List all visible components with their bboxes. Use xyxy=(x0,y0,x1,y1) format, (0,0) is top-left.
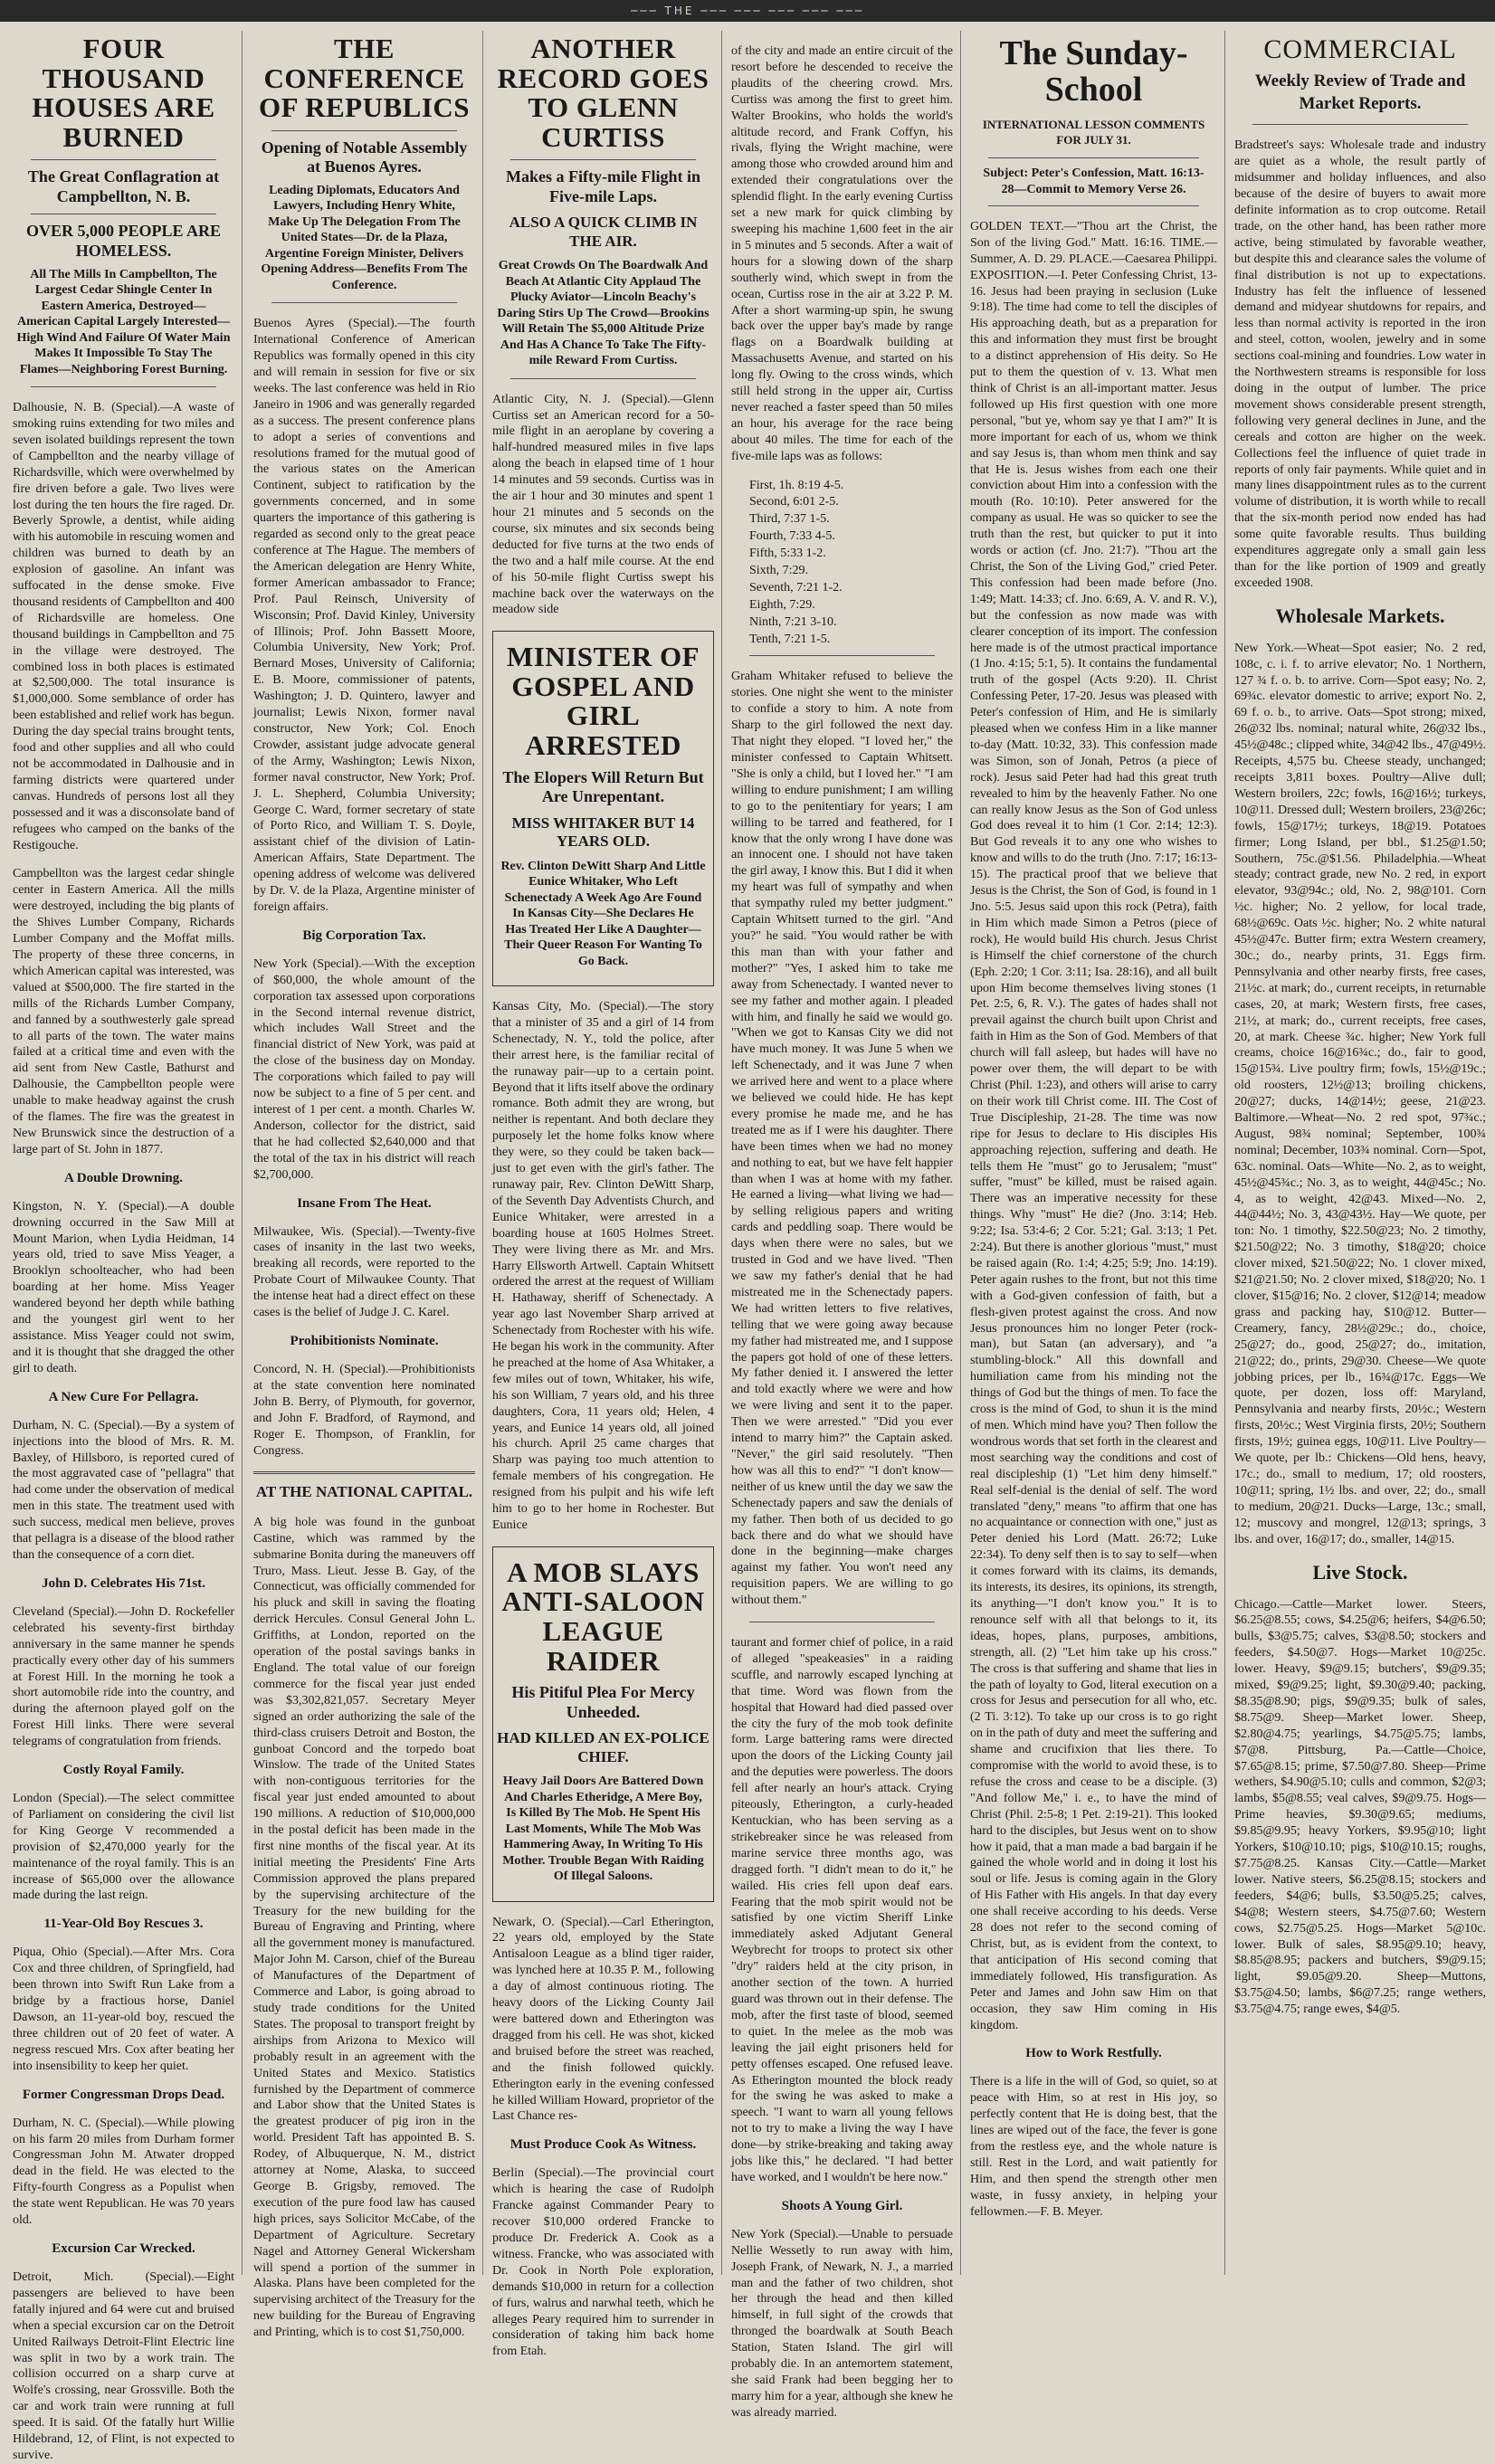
headline-minister-arrested: MINISTER OF GOSPEL AND GIRL ARRESTED xyxy=(506,641,700,761)
commercial-subtitle: Weekly Review of Trade and Market Reports. xyxy=(1254,71,1466,113)
divider xyxy=(31,386,216,387)
lap-time: Sixth, 7:29. xyxy=(749,564,808,578)
summary-conference: Leading Diplomats, Educators And Lawyers, Including Henry White, Make Up The Delegation From The United States—Dr. de la Plaza, Argentine Foreign Minister, Delivers Opening Address—Benefits From The Conference. xyxy=(261,183,468,292)
live-stock-markets: Chicago.—Cattle—Market lower. Steers, $6.25@8.55; cows, $4.25@6; heifers, $4@6.50; bulls, $3@5.75; calves, $3@8.50; stockers and feeders, $4.50@7. Hogs—Market 10@25c. lower. Heavy, $9@9.15; butchers', $9@9.35; mixed, $9@9.25; light, $9.30@9.40; packing, $8.35@8.90; pigs, $9@9.35; bulk of sales, $8.75@9. Sheep—Market lower. Sheep, $2.80@4.75; yearlings, $4.75@5.75; lambs, $7@8. Pittsburg, Pa.—Cattle—Choice, $7.65@8.15; prime, $7.50@7.80. Sheep—Prime wethers, $4.90@5.10; culls and common, $2@3; lambs, $5@8.55; veal calves, $9@9.75. Hogs—Prime heavies, $9.30@9.65; mediums, $9.85@9.95; heavy Yorkers, $9.95@10; light Yorkers, $10@10.10; pigs, $10@10.15; roughs, $7.75@8.25. Kansas City.—Cattle—Market lower. Native steers, $6.25@8.15; stockers and feeders, $4@6; bulls, $3.50@5.25; calves, $4@8; Western steers, $4.75@7.60; Western cows, $2.75@5.25. Hogs—Market 5@10c. lower. Bulk of sales, $8.95@9.10; heavy, $8.85@8.95; packers and butchers, $9@9.15; light, $9.05@9.20. Sheep—Muttons, $3.75@4.50; lambs, $6@7.25; range wethers, $3.75@4.75; range ewes, $4@5. xyxy=(1234,1597,1486,2017)
heading-congressman: Former Congressman Drops Dead. xyxy=(22,2087,225,2102)
divider xyxy=(271,302,457,303)
story-elopers: Kansas City, Mo. (Special).—The story that a minister of 35 and a girl of 14 from Schenectady, N. Y., told the police, after their arrest here, is the familiar recital of the runaway pair—up to a certain point. Beyond that it lifts itself above the ordinary romance. Both admit they are wrong, but neither is repentant. And both declare they purposely let the home folks know where they were, so they could be taken back—just to get even with the girl's father. The runaway pair, Rev. Clinton DeWitt Sharp, of the Seventh Day Adventists Church, and Eunice Whitaker, were arrested in a boarding house at 1605 Holmes Street. They were living there as Mr. and Mrs. Harry Ellsworth Artwell. Captain Whitsett ordered the arrest at the request of William H. Hathaway, sheriff of Schenectady. A year ago last November Sharp arrived at Schenectady from Rochester with his wife. He began his work in the community. After he preached at the home of Asa Whitaker, a few miles out of town, Whitaker, his wife, his son William, 7 years old, and his three daughters, Cora, 11 years old; Helen, 4 years, and Eunice 14 years old, all joined his church. April 25 came charges that Sharp was paying too much attention to female members of his congregation. He resigned from his pulpit and his wife left him to go to her home in Rochester. But Eunice xyxy=(492,1000,714,1532)
divider xyxy=(510,159,696,160)
heading-corporation-tax: Big Corporation Tax. xyxy=(302,928,426,943)
summary-curtiss: Great Crowds On The Boardwalk And Beach At Atlantic City Applaud The Plucky Aviator—Lincoln Beachy's Daring Stirs Up The Crowd—Brookins Will Retain The $5,000 Altitude Prize And Has A Chance To Take The Fifty-mile Reward From Curtiss. xyxy=(497,259,709,368)
column-sunday-school xyxy=(963,31,1225,2275)
story-fire-cont: Campbellton was the largest cedar shingle center in Eastern America. All the mills were destroyed, including the big plants of the Shives Lumber Company, Richards Lumber Company and the Moffat mills. The property of these three concerns, in which American capital was interested, was valued at $500,000. The fire started in the mills of the Richards Lumber Company, and fanned by a southwesterly gale spread to all parts of the town. The water mains failed at a critical time and even with the aid sent from New Castle, Bathurst and Dalhousie, the Campbellton people were unable to make headway against the crush of the flames. The fire was the greatest in New Brunswick since the destruction of a large part of St. John in 1877. xyxy=(13,867,234,1156)
headline-houses-burned: FOUR THOUSAND HOUSES ARE BURNED xyxy=(32,33,215,153)
story-conference: Buenos Ayres (Special).—The fourth International Conference of American Republics was formally opened in this city and will remain in session for five or six weeks. The last conference was held in Rio Janeiro in 1906 and was generally regarded as a success. The present conference plans to adopt a series of conventions and resolutions framed for the mutual good of the various states on the American Continent, subject to ratification by the governments concerned, and in some quarters the importance of this gathering is regarded as second only to the great peace conference at The Hague. The members of the American delegation are Henry White, former American ambassador to France; Prof. Paul Reinsch, University of Wisconsin; Prof. David Kinley, University of Illinois; Prof. John Bassett Moore, Columbia University, New York; Prof. Bernard Moses, University of California; E. B. Moore, commissioner of patents, Washington; J. D. Quintero, lawyer and journalist; Lewis Nixon, former naval constructor, New York; Col. Enoch Crowder, assistant judge advocate general of the Army, Washington; Lewis Nixon, former naval constructor, New York; Prof. J. L. Shepherd, Columbia University; George C. Ward, former secretary of state of Porto Rico, and William T. S. Doyle, assistant chief of the division of Latin-American Affairs, State Department. The opening address of welcome was delivered by Dr. V. de la Plaza, Argentine minister of foreign affairs. xyxy=(253,317,475,914)
divider xyxy=(271,130,457,131)
heading-insane-heat: Insane From The Heat. xyxy=(297,1195,432,1211)
story-national-capital: A big hole was found in the gunboat Castine, which was rammed by the submarine Bonita during the maneuvers off Truro, Mass. Lieut. Jesse B. Gay, of the Connecticut, was officially commended for his pluck and skill in saving the floating derrick Hercules. Consul General John L. Griffiths, at London, reported on the operation of the postal savings banks in England. The total value of our foreign commerce for the fiscal year just ended was $3,302,821,057. Secretary Meyer signed an order authorizing the sale of the third-class cruisers Detroit and Boston, the gunboat Concord and the torpedo boat Winslow. The trade of the United States with non-contiguous territories for the fiscal year just ended amounted to about 190 millions. A reduction of $10,000,000 in the postal deficit has been made in the first nine months of the fiscal year. At its initial meeting the Presidents' Fine Arts Commission approved the plans prepared by the supervising architecture of the Treasury for the new building for the Bureau of Engraving and Printing, where all the government money is manufactured. Major John M. Carson, chief of the Bureau of Manufactures of the Department of Commerce and Labor, is going abroad to study trade conditions for the United States. The proposal to transport freight by airships from Arizona to Mexico will probably result in an agreement with the United States and Mexico. Statistics furnished by the Department of commerce and Labor show that the United States is the greatest producer of pig iron in the world. President Taft has appointed B. S. Rodey, of Albuquerque, N. M., district attorney at Nome, Alaska, to succeed George B. Grigsby, removed. The execution of the pure food law has caused high prices, says Solicitor McCabe, of the Department of Agriculture. Secretary Nagel and Attorney General Wickersham will spend a portion of the summer in Alaska. Plans have been completed for the supervising architect of the Treasury for the new building for the Bureau of Engraving and Printing, which is to cost $1,750,000. xyxy=(253,1515,475,2340)
story-elopers-cont: Graham Whitaker refused to believe the stories. One night she went to the minister to confide a story to him. A note from Sharp to the girl followed the next day. That night they eloped. "I loved her," the minister confessed to Captain Whitsett. "She is only a child, but I loved her." "I am willing to endure punishment; I am willing to go to the penitentiary for years; I am willing to be tarred and feathered, for I know that the only wrong I have done was an innocent one. I should not have taken the girl away, I know this. But I did it when my heart was full of sympathy and when that sympathy ruled my better judgment." Captain Whitsett turned to the girl. "And you?" he said. "You would rather be with this man than with your father and mother?" "Yes, I asked him to take me away from Schenectady. I wanted never to see my father and mother again. I pleaded with him, and finally he said we would go. "When we got to Kansas City we did not have much money. It was June 5 when we left Schenectady, and it was June 7 when we arrived here and went to a place where we believed we could hide. He has kept every promise he made me, and he has treated me as if I were his daughter. There have been times when we had no money and nothing to eat, but we have felt happier than when I was at home with my father. He earned a living—what living we had—by selling religious papers and writing cards and peddling soap. There would be days when there were no sales, but we trusted in God and we have lived. "Then we saw my father's denial that he had mistreated me in the Schenectady papers. We had written letters to five relatives, telling that we were going away because my father had mistreated me, and I suppose the papers got hold of one of these letters. My father denied it. I answered the letter and told exactly where we were and how we were living and sent it to the paper. Then we were arrested." "Did you ever intend to marry him?" the Captain asked. "Never," the girl said resolutely. "Then how was all this to end?" "I don't know—neither of us knew until the day we saw the Schenectady papers and saw the denials of my father. Then both of us decided to go back there and do what we should have done in the beginning—make charges against my father. You won't need any requisition papers. We are willing to go without them." xyxy=(731,670,953,1608)
heading-live-stock: Live Stock. xyxy=(1312,1560,1408,1584)
box-mob-slays xyxy=(492,1546,714,1902)
subhead-curtiss: Makes a Fifty-mile Flight in Five-mile Laps. xyxy=(506,167,700,205)
lap-time: Seventh, 7:21 1-2. xyxy=(749,580,843,595)
lesson-text: GOLDEN TEXT.—"Thou art the Christ, the Son of the living God." Matt. 16:16. TIME.—Summer, A. D. 29. PLACE.—Caesarea Philippi. EXPOSITION.—I. Peter Confessing Christ, 13-16. Jesus had been praying in seclusion (Luke 9:18). The time had come to tell the disciples of His approaching death, but as a preparation for this and information they must first be brought to a distinct apprehension of His deity. So He put to them the question of v. 13. What men think of Christ is an all-important matter. Jesus followed up His first question with one more personal, "but ye, whom say ye that I am?" It is more important for each of us, whom we think and say Jesus is, than whom men think and say that He is. Jesus wishes from each one their conviction about Him into a confession with the mouth (Ro. 10:10). Peter answered for the company as usual. He was so quicker to see the truth than the rest, but quicker to put it into words or action (cf. Jno. 21:7). "Thou art the Christ, the Son of the Living God," cried Peter. This confession had been made before (Jno. 1:49; Matt. 14:33; cf. Jno. 6:69, A. V. and R. V.), but the confession as now made was with clearer conception of its import. The confession here made is of the utmost practical importance (1 Jno. 4:15; 5:1, 5). It contains the fundamental truth of the gospel (Acts 9:20). II. Christ Confessing Peter, 17-20. Jesus was pleased with Peter's confession of Him, and He is similarly pleased when we confess Him in a like manner to-day (Matt. 10:32, 33). This confession made was Simon, son of Jonah, Petros (a piece of rock). Jesus said Peter had had this great truth revealed to him by the heavenly Father. No one can really know Jesus as the Son of God unless God does reveal it to him (1 Cor. 2:14; 12:3). But God reveals it to any one who wishes to know and wills to do the truth (Jno. 7:17; 16:13-15). The practical proof that we believe that Jesus is the Christ, the Son of God, is found in 1 Jno. 5:5. Jesus said upon this rock (Petra), faith in Him which made Simon a Petros (piece of rock), He would build His church. Jesus Christ is Himself the chief cornerstone of the church (Eph. 2:20; 1 Cor. 3:11; Isa. 28:16), and all built upon Him become themselves living stones (1 Pet. 2:5, 6, R. V.). The gates of hades shall not prevail against the church built upon Christ and faith in Him as the Son of God. Members of that church will fall asleep, but hades will have no power over them, the will depart to be with Christ (Phil. 1:23), and others will arise to carry on their work till Christ come. III. The Cost of True Discipleship, 21-28. The time was now ripe for Jesus to declare to His disciples His approaching rejection, suffering and death. He tells them He "must" go to Jerusalem; "must" suffer, "must" be killed, must be raised again. There was an imperative necessity for these things. Why "must" He die? (Jno. 3:14; Heb. 9:22; Isa. 53:4-6; 2 Cor. 5:21; Gal. 3:13; 1 Pet. 2:24). But there is another glorious "must," must be raised again (Ro. 1:4; 4:25; 5:9; Jno. 14:19). Peter again rushes to the front, but not this time with a God-given confession of faith, but a flesh-given protest against the cross. And now Jesus pronounces him no longer Peter (rock-man), but Satan (an adversary), and "a stumbling-block." All this downfall and humiliation came from his minding not the things of God but the things of men. To face the cross is the mind of God, to shun it is the mind of men. Which mind have you? Then follow the wondrous words that set forth in the clearest and most searching way the conditions and cost of real discipleship (1) "Let him deny himself." Real self-denial is the denial of self. The word translated "deny," means "to affirm that one has no acquaintance or connection with one," just as Peter denied his Lord (Matt. 26:72; Luke 22:34). To deny self then is to say to self—when it comes forward with its claims, its demands, its interests, its desires, its opinions, its strength, its anything—"I don't know you." It is to renounce self with all that belongs to it, its ideas, hopes, plans, purposes, ambitions, strength, all. (2) "Let him take up his cross." The cross is that suffering and shame that lies in the path of loyalty to God, literal execution on a cross for Jesus and persecution for all who, etc. (2 Ti. 3:12). To take up our cross is to go right on in the path of duty and meet the suffering and shame and crucifixion that lies there. To compromise with the world to avoid these, is to refuse the cross and cease to be a disciple. (3) "And follow Me," i. e., to have the mind of Christ (Phil. 2:5-8; 1 Pet. 2:19-21). This looked hard to the disciples, but Jesus went on to show how it paid, that a man made a bad bargain if he gained the whole world and in doing it lost his soul or life. Jesus is coming again in the Glory of His Father with His angels. In that day every one shall receive according to his deeds. Verse 28 does not refer to the second coming of Christ, but, as is evident from the context, to that anticipation of His second coming that immediately followed, His transfiguration. As Peter and James and John saw Him on that occasion, they saw Him coming in His kingdom. xyxy=(970,219,1217,2032)
story-car-wrecked: Detroit, Mich. (Special).—Eight passengers are believed to have been fatally injured and 64 were cut and bruised when a special excursion car on the Detroit United Railways Detroit-Flint Electric line was split in two by a work train. The collision occurred on a sharp curve at Wolfe's crossing, near Grossville. Both the car and work train were running at full speed. It is said. Of the fatally hurt Willie Hildebrand, 12, of Flint, is not expected to survive. xyxy=(13,2269,234,2462)
deck-police-chief: HAD KILLED AN EX-POLICE CHIEF. xyxy=(497,1729,709,1765)
wholesale-markets: New York.—Wheat—Spot easier; No. 2 red, 108c, c. i. f. to arrive elevator; No. 1 Northern, 127 ¾ f. o. b. to arrive. Corn—Spot easy; No. 2, 69¾c. elevator domestic to arrive; export No. 2, 69 f. o. b., to arrive. Oats—Spot strong; mixed, 26@32 lbs. nominal; natural white, 26@32 lbs., 45½@48c.; clipped white, 34@42 lbs., 47@49½. Receipts, 4,575 bu. Cheese steady, unchanged; receipts 3,811 boxes. Poultry—Alive dull; Western broilers, 22c; fowls, 16@16½; turkeys, 10@11. Dressed dull; Western broilers, 23@26c; fowls, 15@17½; turkeys, 18@19. Potatoes firmer; Long Island, per bbl., $1.25@1.50; Southern, 75c.@$1.56. Philadelphia.—Wheat steady; contract grade, new No. 2 red, in export elevator, 93@94c.; old, No. 2, 98@101. Corn ½c. higher; No. 2 yellow, for local trade, 68½@69c. Oats ½c. higher; No. 2 white natural 45½@47c. Butter firm; extra Western creamery, 30c.; do., nearby prints, 31. Eggs firm. Pennsylvania and other nearby firsts, free cases, 21½c. at mark; do., current receipts, in returnable cases, 20, at mark; Western firsts, free cases, 21½, at mark; do., current receipts, free cases, 20, at mark. Cheese ¾c. higher; New York full creams, choice 16@16¾c.; do., fair to good, 15@15¾. Live poultry firm; fowls, 15½@19c.; old roosters, 12½@13; broiling chickens, 20@27; ducks, 14@14½; geese, 21@23. Baltimore.—Wheat—No. 2 red spot, 97¾c.; August, 98¾ nominal; September, 100¾ nominal; December, 103¾ nominal. Corn—Spot, 63c. nominal. Oats—White—No. 2, as to weight, 45½@45¾c.; No. 3, as to weight, 44@45c.; No. 4, as to weight, 42@43. Mixed—No. 2, 44@44½; No. 3, 43@43½. Hay—We quote, per ton: No. 1 timothy, $22.50@23; No. 2 timothy, $21.50@22; No. 3 timothy, $18@20; choice clover mixed, $21.50@22; No. 1 clover mixed, $21@21.50; No. 2 clover mixed, $18@20; No. 1 clover, $15@16; No. 2 clover, $12@14; meadow grass and packing hay, $10@12. Butter—Creamery, fancy, 28½@29c.; do., choice, 25@27; do., good, 25@27; do., imitation, 21@22; do., prints, 29@30. Cheese—We quote jobbing prices, per lb., 16¾@17c. Eggs—We quote, per dozen, loss off: Maryland, Pennsylvania and nearby firsts, 20½c.; Western firsts, 20½c.; West Virginia firsts, 20½; Southern firsts, 19½; guinea eggs, 10@11. Live Poultry—We quote, per lb.: Chickens—Old hens, heavy, 17c.; do., small to medium, 17; old roosters, 10@11; spring, 1½ lbs. and over, 22; do., small to medium, 20@21. Ducks—Large, 13c.; small, 12; muscovy and mongrel, 12@13; springs, 3 lbs. and over, 16@17; do., smaller, 14@15. xyxy=(1234,641,1486,1546)
story-insane-heat: Milwaukee, Wis. (Special).—Twenty-five cases of insanity in the last two weeks, breaking all records, were reported to the Probate Court of Milwaukee County. That the intense heat had a direct effect on these cases is the belief of Judge J. C. Karel. xyxy=(253,1224,475,1320)
box-minister-arrested xyxy=(492,631,714,986)
summary-elopers: Rev. Clinton DeWitt Sharp And Little Eunice Whitaker, Who Left Schenectady A Week Ago Are Found In Kansas City—She Declares He Has Treated Her Like A Daughter—Their Queer Reason For Wanting To Go Back. xyxy=(500,859,706,968)
heading-work-restfully: How to Work Restfully. xyxy=(1025,2046,1162,2061)
story-cook-witness: Berlin (Special).—The provincial court which is hearing the case of Rudolph Francke against Commander Peary to recover $10,000 ordered Francke to produce Dr. Frederick A. Cook as a witness. Francke, who was associated with Dr. Cook in North Pole exploration, demands $10,000 in return for a collection of furs, walrus and narwhal teeth, which he alleges Peary required him to surrender in consideration of taking him back home from Etah. xyxy=(492,2166,714,2359)
subhead-mob-plea: His Pitiful Plea For Mercy Unheeded. xyxy=(511,1683,695,1721)
divider xyxy=(749,655,935,656)
lap-time: Fourth, 7:33 4-5. xyxy=(749,529,835,544)
lap-time: Ninth, 7:21 3-10. xyxy=(749,614,837,629)
column-conference xyxy=(246,31,483,2340)
lesson-heading: INTERNATIONAL LESSON COMMENTS FOR JULY 31. xyxy=(982,117,1205,147)
story-curtiss-cont: of the city and made an entire circuit of the resort before he descended to receive the plaudits of the cheering crowd. Mrs. Curtiss was among the first to greet him. Walter Brookins, who holds the world's altitude record, and Frank Coffyn, his rivals, flying the Wright machine, were among those who crowded around him and extended their congratulations over the splendid flight. In the early evening Curtiss set a new mark for quick climbing by sweeping his machine 1,600 feet in the air in 5 minutes and 5 seconds. After a wait of hours for a slowing down of the sharp southerly wind, which swept in from the ocean, Curtiss rose in the air at 3.22 P. M. After a short warming-up spin, he swung back over the upper bay's made by range flags on a Boardwalk building at Massachusetts Avenue, and started on his long fly. Owing to the cross winds, which still held strong in the upper air, Curtiss never reached a faster speed than 50 miles an hour, his average for the race being about 40 miles. The time for each of the five-mile laps was as follows: xyxy=(731,44,953,463)
heading-rockefeller: John D. Celebrates His 71st. xyxy=(42,1575,205,1591)
masthead-strip: ─── THE ─── ─── ─── ─── ─── xyxy=(0,0,1495,22)
story-royal-family: London (Special).—The select committee of Parliament on considering the civil list for King George V recommended a provision of $2,470,000 yearly for the maintenance of the royal family. This is an increase of $65,000 over the allowance made during the last reign. xyxy=(13,1792,234,1903)
lap-time: First, 1h. 8:19 4-5. xyxy=(749,478,844,492)
column-continuations xyxy=(724,31,961,2420)
story-mob-cont: taurant and former chief of police, in a raid of alleged "speakeasies" in a raiding scuffle, and narrowly escaped lynching at that time. Word was flown from the hospital that Howard had died passed over the city the fury of the mob took definite form. Large battering rams were directed upon the doors of the Licking County jail and the deputies were powerless. The doors fell after nearly an hour's attack. Crying piteously, Etherington, a curly-headed Kentuckian, who has been serving as a strikebreaker since he was released from marine service three months ago, was dragged forth. "I didn't mean to do it," he wailed. His cries fell upon deaf ears. Fearing that the mob spirit would not be satisfied by one victim Sheriff Linke immediately asked Adjutant General Weybrecht for troops to protect six other "dry" raiders held at the city prison, in another section of the town. A hurried guard was thrown out in their defense. The mob, after the first taste of blood, seemed to quiet. In the melee as the mob was leaving the jail eight prisoners held for petty offenses escaped. One refused leave. As Etherington mounted the block ready for the swing he was asked to make a speech. "I want to warn all young fellows not to try to make a living the way I have done—by strike-breaking and taking away jobs like this," he declared. "I had better have worked, and I wouldn't be here now." xyxy=(731,1636,953,2184)
divider xyxy=(988,157,1199,158)
trade-review: Bradstreet's says: Wholesale trade and industry are quiet as a whole, the result partly of midsummer and holiday influences, and also because of the desire of buyers to await more definite information as to crop outcome. Retail trade, on the other hand, has been rather more active, being stimulated by favorable weather, but despite this and clearance sales the volume of final distribution is not up to expectations. Industry has felt the influence of lessened demand and midyear shutdowns for repairs, and less than normal activity is reported in the iron and steel, cotton, woolen, jewelry and in some sections coal-mining and foundries. Low water in the Northwestern streams is responsible for loss doing in the output of lumber. The price movement shows considerable present strength, following very general declines in June, and the cereals and cotton are higher on the week. Collections feel the influence of quiet trade in reports of only fair payments. While quiet and in many lines disappointment rules as to the current volume of distribution, it is worth while to recall that the six-month period now ended has had some quite favorable results. Thus building expenditures aggregate only a small gain less than for the like portion of 1909 and greatly exceeded 1908. xyxy=(1234,138,1486,590)
story-congressman: Durham, N. C. (Special).—While plowing on his farm 20 miles from Durham former Congressman John M. Atwater dropped dead in the field. He was elected to the Fifty-fourth Congress as a Populist when the state went Republican. He was 70 years old. xyxy=(13,2116,234,2228)
story-boy-rescues: Piqua, Ohio (Special).—After Mrs. Cora Cox and three children, of Springfield, had been thrown into Swift Run Lake from a bridge by a fractious horse, Daniel Dawson, an 11-year-old boy, rescued the three children out of 20 feet of water. A negress rescued Mrs. Cox after beating her into insensibility to keep her quiet. xyxy=(13,1946,234,2073)
story-work-restfully: There is a life in the will of God, so quiet, so at peace with Him, so at rest in His joy, so perfectly content that He is doing best, that the lines are wiped out of the face, the fever is gone from the restless eye, and the whole nature is still. Rest in the Lord, and wait patiently for Him, and then spend the strength other men waste, in fussy anxiety, in helping your fellowmen.—F. B. Meyer. xyxy=(970,2075,1217,2219)
subhead-conference: Opening of Notable Assembly at Buenos Ayres. xyxy=(261,138,468,176)
summary-fire: All The Mills In Campbellton, The Largest Cedar Shingle Center In Eastern America, Destroyed—American Capital Largely Interested—High Wind And Failure Of Water Main Makes It Impossible To Stay The Flames—Neighboring Forest Burning. xyxy=(16,267,231,376)
double-divider xyxy=(253,1471,475,1474)
story-mob: Newark, O. (Special).—Carl Etherington, 22 years old, employed by the State Antisaloon League as a blind tiger raider, was lynched here at 10.35 P. M., following a day of almost continuous rioting. The heavy doors of the Licking County Jail were battered down and Etherington was dragged from his cell. He was shot, kicked and bruised before the street was reached, and the finish followed quickly. Etherington early in the evening confessed he killed William Howard, proprietor of the Last Chance res- xyxy=(492,1915,714,2124)
deck-curtiss: ALSO A QUICK CLIMB IN THE AIR. xyxy=(509,214,698,250)
commercial-title: COMMERCIAL xyxy=(1263,34,1457,64)
story-shoots-girl: New York (Special).—Unable to persuade Nellie Wessetly to run away with him, Joseph Frank, of Newark, N. J., a married man and the father of two children, shot her through the head and then killed himself, in full sight of the crowds that thronged the boardwalk at South Beach Station, Staten Island. The girl will probably die. In an antemortem statement, she said Frank had been begging her to marry him for a year, although she knew he was already married. xyxy=(731,2227,953,2420)
headline-mob-slays: A MOB SLAYS ANTI-SALOON LEAGUE RAIDER xyxy=(501,1555,705,1677)
heading-car-wrecked: Excursion Car Wrecked. xyxy=(52,2240,195,2256)
headline-conference: THE CONFERENCE OF REPUBLICS xyxy=(258,33,471,124)
lesson-subject: Subject: Peter's Confession, Matt. 16:13-28—Commit to Memory Verse 26. xyxy=(983,166,1205,196)
divider xyxy=(510,378,696,379)
divider xyxy=(1252,124,1468,125)
heading-national-capital: AT THE NATIONAL CAPITAL. xyxy=(255,1483,473,1501)
lap-time: Third, 7:37 1-5. xyxy=(749,512,830,527)
heading-prohibitionists: Prohibitionists Nominate. xyxy=(290,1333,439,1348)
deck-whitaker: MISS WHITAKER BUT 14 YEARS OLD. xyxy=(511,813,695,851)
story-corporation-tax: New York (Special).—With the exception of $60,000, the whole amount of the corporation tax assessed upon corporations in the Second internal revenue district, which includes Wall Street and the financial district of New York, was paid at the close of the business day on Monday. The corporations which failed to pay will now be subject to a fine of 5 per cent. and interest of 1 per cent. a month. Charles W. Anderson, collector for the district, said that he had collected $2,640,000 and that the total of the tax in his district will reach $2,700,000. xyxy=(253,956,475,1182)
lap-time: Tenth, 7:21 1-5. xyxy=(749,632,831,646)
summary-mob: Heavy Jail Doors Are Battered Down And Charles Etheridge, A Mere Boy, Is Killed By The Mob. He Spent His Last Moments, While The Mob Was Hammering Away, In Writing To His Mother. Trouble Began With Raiding Of Illegal Saloons. xyxy=(502,1774,704,1884)
story-fire: Dalhousie, N. B. (Special).—A waste of smoking ruins extending for two miles and seven isolated buildings represent the town of Campbellton and the nearby village of Richardsville, which were overwhelmed by fire driven before a gale. Two lives were lost during the ten hours the fire raged. Dr. Beverly Sprowle, a dentist, while aiding with his automobile in rescuing women and children was burned to death by an explosion of gasoline. An infant was suffocated in the dense smoke. Five thousand residents of Campbellton and 400 of Richardsville are homeless. One thousand buildings in Campbellton and 75 in the village were destroyed. The combined loss in both places is estimated at $2,500,000. The total insurance is $1,000,000. Some semblance of order has been established and relief work has begun. During the day special trains brought tents, food and other supplies and all who could not be accommodated in Dalhousie and in farming districts were quartered under canvas. Hundreds of persons lost all they possessed and it was a disconsolate band of refugees who camped on the banks of the Restigouche. xyxy=(13,401,234,852)
heading-drowning: A Double Drowning. xyxy=(63,1170,183,1185)
column-campbellton-fire xyxy=(5,31,243,2462)
lap-time: Second, 6:01 2-5. xyxy=(749,495,839,509)
divider xyxy=(988,205,1199,206)
heading-royal-family: Costly Royal Family. xyxy=(62,1763,185,1778)
heading-wholesale-markets: Wholesale Markets. xyxy=(1275,604,1445,627)
column-commercial xyxy=(1227,31,1493,2275)
sunday-school-title: The Sunday-School xyxy=(999,34,1188,109)
divider xyxy=(31,159,216,160)
story-rockefeller: Cleveland (Special).—John D. Rockefeller celebrated his seventy-first birthday anniversary in the same manner he spends practically every other day of his summers at Forest Hill. In the morning he took a short automobile ride into the country, and during the afternoon played golf on the Forest Hill links. There were several telegrams of congratulation from friends. xyxy=(13,1604,234,1749)
lap-time: Fifth, 5:33 1-2. xyxy=(749,547,826,561)
heading-boy-rescues: 11-Year-Old Boy Rescues 3. xyxy=(43,1917,204,1932)
headline-curtiss: ANOTHER RECORD GOES TO GLENN CURTISS xyxy=(497,33,709,153)
heading-cook-witness: Must Produce Cook As Witness. xyxy=(509,2137,697,2153)
subhead-conflagration: The Great Conflagration at Campbellton, N. B. xyxy=(27,167,220,205)
story-curtiss: Atlantic City, N. J. (Special).—Glenn Curtiss set an American record for a 50-mile flight in an aeroplane by covering a half-hundred measured miles in five laps along the beach in elapsed time of 1 hour 14 minutes and 59 seconds. Curtiss was in the air 1 hour and 30 minutes and spent 1 hour 21 minutes and 5 seconds on the course, six minutes and six seconds being deducted for five turns at the two ends of the two and a half mile course. At the end of his 50-mile flight Curtiss swept his machine back over the waterways on the meadow side xyxy=(492,392,714,617)
lap-times-list xyxy=(749,478,953,649)
story-pellagra: Durham, N. C. (Special).—By a system of injections into the blood of Mrs. R. M. Baxley, of Hillsboro, is reported cured of the most aggravated case of "pellagra" that had come under the observation of medical men in this state. The treatment used with such success, medical men believe, proves that pellagra is a disease of the blood rather than the consequence of a corn diet. xyxy=(13,1418,234,1562)
column-curtiss xyxy=(485,31,722,2359)
lap-time: Eighth, 7:29. xyxy=(749,597,815,612)
heading-shoots-girl: Shoots A Young Girl. xyxy=(781,2198,903,2213)
story-drowning: Kingston, N. Y. (Special).—A double drowning occurred in the Saw Mill at Mount Marion, when Lydia Heidman, 14 years old, tried to save Miss Yeager, a Brooklyn schoolteacher, who had been boarding at her home. Miss Yeager wandered beyond her depth while bathing and the youngest girl went to her assistance. Miss Yeager could not swim, and it is thought that she dragged the other girl to death. xyxy=(13,1199,234,1375)
subhead-elopers: The Elopers Will Return But Are Unrepentant. xyxy=(502,767,704,806)
subhead-homeless: OVER 5,000 PEOPLE ARE HOMELESS. xyxy=(25,222,222,260)
story-prohibitionists: Concord, N. H. (Special).—Prohibitionists at the state convention here nominated John B. Berry, of Plymouth, for governor, and John F. Bradford, of Raymond, and Roger E. Thompson, of Franklin, for Congress. xyxy=(253,1362,475,1458)
heading-pellagra: A New Cure For Pellagra. xyxy=(48,1389,199,1404)
